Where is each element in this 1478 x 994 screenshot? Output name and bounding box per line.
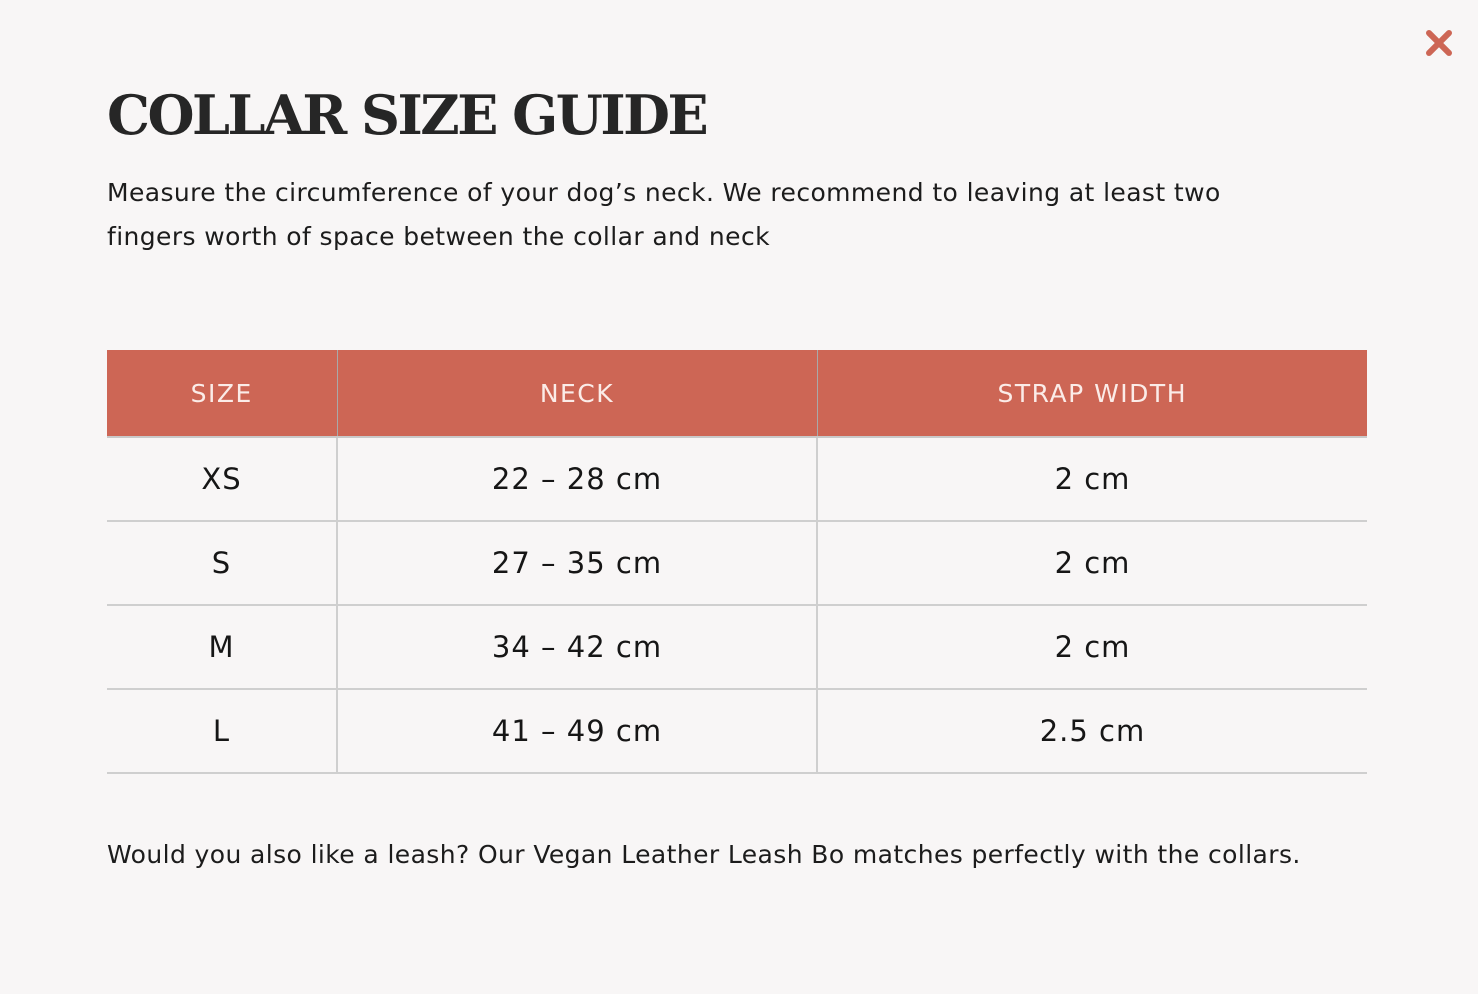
strap-width-cell: 2 cm [817,605,1367,689]
close-icon[interactable] [1420,24,1458,62]
size-table [107,350,1367,774]
size-cell: M [107,605,337,689]
neck-cell: 41 – 49 cm [337,689,817,773]
size-cell: L [107,689,337,773]
table-row [107,605,1367,689]
strap-width-cell: 2.5 cm [817,689,1367,773]
table-header-row [107,350,1367,437]
neck-cell: 27 – 35 cm [337,521,817,605]
strap-width-cell: 2 cm [817,437,1367,521]
header-size: SIZE [107,350,337,437]
neck-cell: 34 – 42 cm [337,605,817,689]
table-row [107,437,1367,521]
header-neck: NECK [337,350,817,437]
size-cell: XS [107,437,337,521]
table-row [107,521,1367,605]
table-row [107,689,1367,773]
intro-text: Measure the circumference of your dog’s neck. We recommend to leaving at least two fingers worth of space between the collar and neck [107,178,1221,251]
page-title: COLLAR SIZE GUIDE [107,83,707,147]
neck-cell: 22 – 28 cm [337,437,817,521]
size-cell: S [107,521,337,605]
leash-promo-text: Would you also like a leash? Our Vegan Leather Leash Bo matches perfectly with the collars. [107,840,1301,869]
header-strap-width: STRAP WIDTH [817,350,1367,437]
strap-width-cell: 2 cm [817,521,1367,605]
